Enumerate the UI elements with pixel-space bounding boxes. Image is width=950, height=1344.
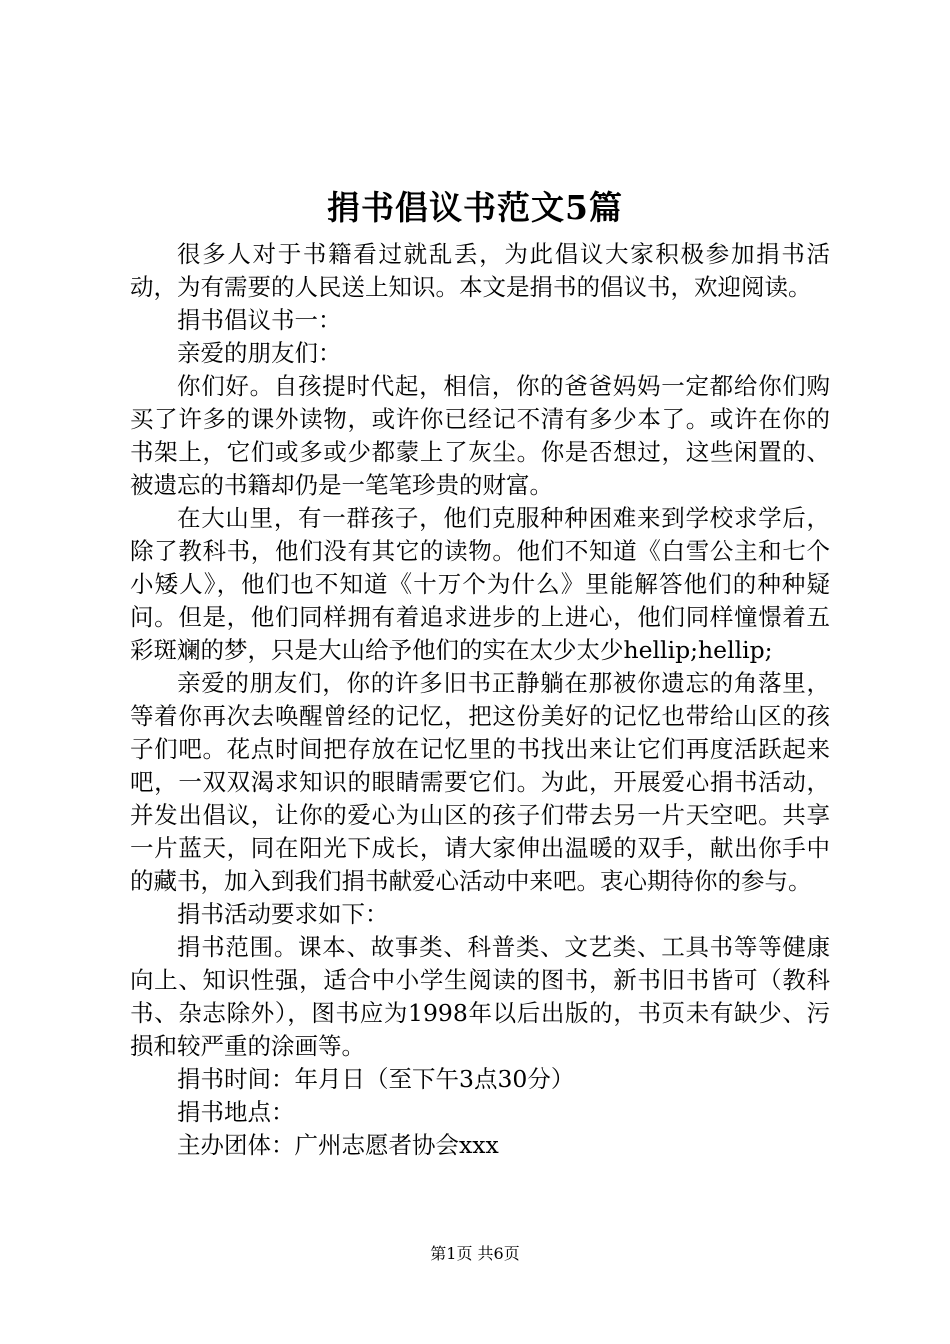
donation-time: 捐书时间：年月日（至下午3点30分） — [177, 1065, 575, 1093]
body-paragraph: 亲爱的朋友们，你的许多旧书正静躺在那被你遗忘的角落里，等着你再次去唤醒曾经的记忆，把这份美好的记忆也带给山区的孩子们吧。花点时间把存放在记忆里的书找出来让它们再度活跃起来吧，一双双渴求知识的眼睛需要它们。为此，开展爱心捐书活动，并发出倡议，让你的爱心为山区的孩子们带去另一片天空吧。共享一片蓝天，同在阳光下成长，请大家伸出温暖的双手，献出你手中的藏书，加入到我们捐书献爱心活动中来吧。衷心期待你的参与。 — [130, 669, 830, 895]
body-paragraph: 你们好。自孩提时代起，相信，你的爸爸妈妈一定都给你们购买了许多的课外读物，或许你已经记不清有多少本了。或许在你的书架上，它们或多或少都蒙上了灰尘。你是否想过，这些闲置的、被遗忘的书籍却仍是一笔笔珍贵的财富。 — [130, 372, 830, 499]
page-footer: 第1页 共6页 — [430, 1244, 520, 1263]
donation-scope: 捐书范围。课本、故事类、科普类、文艺类、工具书等等健康向上、知识性强，适合中小学生阅读的图书，新书旧书皆可（教科书、杂志除外），图书应为1998年以后出版的，书页未有缺少、污损和较严重的涂画等。 — [130, 933, 830, 1060]
document-title: 捐书倡议书范文5篇 — [327, 188, 623, 227]
requirements-heading: 捐书活动要求如下： — [177, 900, 389, 928]
salutation: 亲爱的朋友们： — [177, 339, 342, 367]
document-body — [130, 238, 830, 1162]
body-paragraph: 在大山里，有一群孩子，他们克服种种困难来到学校求学后，除了教科书，他们没有其它的读物。他们不知道《白雪公主和七个小矮人》，他们也不知道《十万个为什么》里能解答他们的种种疑问。但是，他们同样拥有着追求进步的上进心，他们同样憧憬着五彩斑斓的梦，只是大山给予他们的实在太少太少hellip;hellip; — [130, 504, 830, 664]
donation-location: 捐书地点： — [177, 1098, 295, 1126]
section-heading: 捐书倡议书一： — [177, 306, 342, 334]
intro-paragraph: 很多人对于书籍看过就乱丢，为此倡议大家积极参加捐书活动，为有需要的人民送上知识。本文是捐书的倡议书，欢迎阅读。 — [130, 240, 830, 301]
organizer: 主办团体：广州志愿者协会xxx — [177, 1131, 499, 1159]
